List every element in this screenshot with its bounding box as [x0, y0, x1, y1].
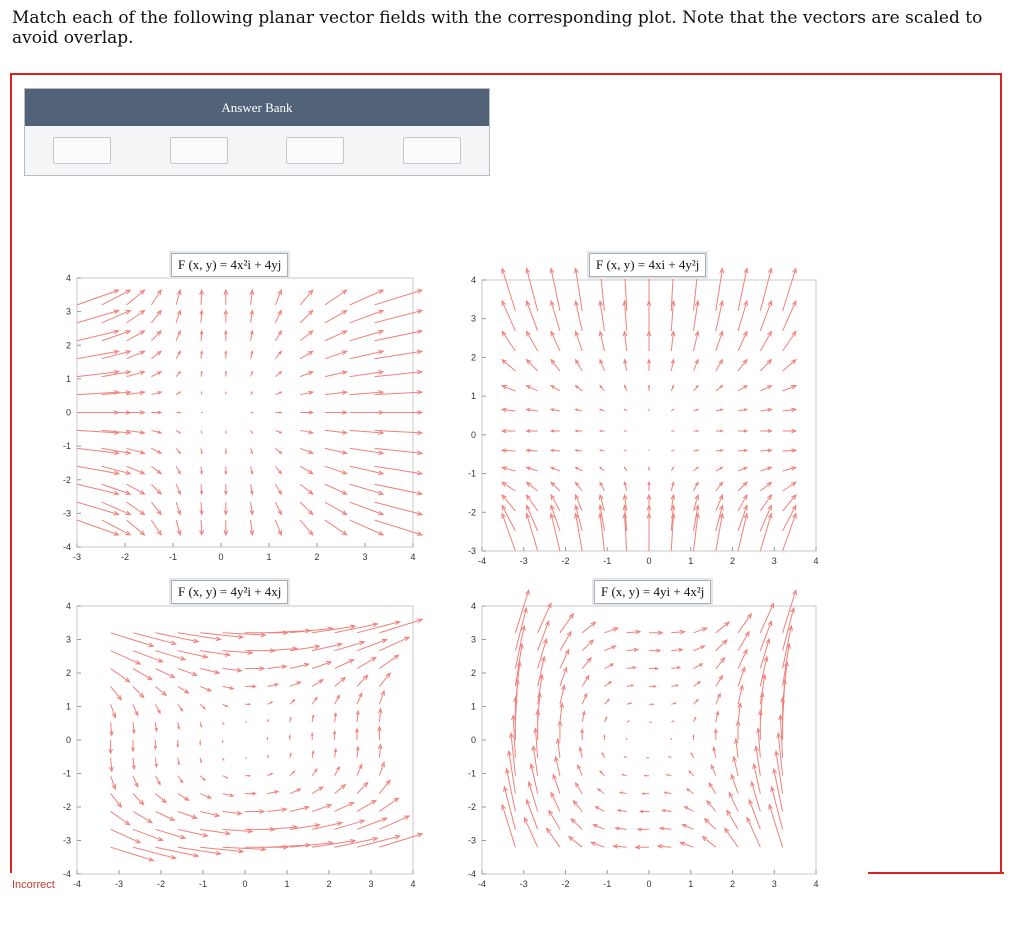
vector-arrow: [225, 392, 226, 394]
y-tick-label: -3: [467, 835, 476, 846]
x-tick-label: 1: [688, 879, 694, 889]
y-tick-label: -1: [62, 768, 71, 779]
field-label-4[interactable]: F (x, y) = 4yi + 4x²j: [594, 580, 711, 604]
x-tick-label: -1: [198, 879, 208, 889]
vector-arrow: [222, 740, 223, 742]
vector-arrow: [176, 412, 180, 413]
plot-bottom-left: [63, 601, 422, 889]
x-tick-label: -2: [156, 879, 166, 889]
x-tick-label: 0: [646, 556, 652, 566]
x-tick-label: 3: [771, 556, 777, 566]
x-tick-label: 4: [410, 552, 416, 562]
y-tick-label: -1: [467, 468, 476, 479]
vector-arrow: [267, 738, 268, 740]
vector-arrow: [645, 775, 649, 776]
vector-arrow: [245, 704, 250, 705]
y-tick-label: 3: [470, 313, 476, 324]
vector-arrow: [649, 722, 651, 723]
x-tick-label: -2: [561, 879, 570, 889]
answer-bank-title: Answer Bank: [25, 89, 489, 126]
y-tick-label: -2: [62, 474, 71, 485]
x-tick-label: 1: [266, 552, 272, 562]
y-tick-label: 2: [470, 352, 476, 363]
x-tick-label: -4: [477, 556, 487, 566]
vector-arrow: [604, 735, 605, 740]
vector-arrow: [693, 735, 694, 740]
field-label-1[interactable]: F (x, y) = 4x²i + 4yj: [171, 253, 288, 277]
x-tick-label: 2: [729, 556, 736, 566]
y-tick-label: -1: [467, 768, 476, 779]
y-tick-label: 1: [65, 373, 71, 384]
y-tick-label: 3: [65, 306, 71, 317]
y-tick-label: 3: [470, 634, 476, 645]
y-tick-label: -4: [62, 542, 71, 552]
plot-top-left: [63, 273, 422, 562]
vector-arrow: [289, 736, 290, 740]
plot-axes-box: [77, 606, 413, 874]
x-tick-label: -4: [72, 879, 82, 889]
x-tick-label: -2: [561, 556, 570, 566]
y-tick-label: 1: [470, 701, 476, 712]
x-tick-label: 2: [314, 552, 320, 562]
field-label-3[interactable]: F (x, y) = 4y²i + 4xj: [171, 580, 288, 604]
x-tick-label: 0: [242, 879, 248, 889]
x-tick-label: 3: [771, 879, 777, 889]
vector-arrow: [647, 758, 649, 759]
x-tick-label: -1: [603, 879, 612, 889]
x-tick-label: 1: [284, 879, 290, 889]
x-tick-label: -3: [114, 879, 124, 889]
x-tick-label: 4: [813, 879, 819, 889]
y-tick-label: -2: [62, 802, 71, 812]
y-tick-label: -2: [467, 507, 476, 518]
y-tick-label: -3: [62, 835, 71, 846]
y-tick-label: 4: [470, 601, 476, 611]
vector-arrow: [225, 430, 226, 432]
vector-arrow: [625, 431, 627, 432]
vector-arrow: [600, 430, 604, 431]
vector-arrow: [649, 467, 650, 471]
y-tick-label: 2: [470, 668, 476, 678]
y-tick-label: 4: [470, 275, 476, 285]
field-label-2[interactable]: F (x, y) = 4xi + 4y²j: [589, 253, 706, 277]
x-tick-label: -1: [603, 556, 612, 566]
x-tick-label: -3: [72, 552, 82, 562]
x-tick-label: 2: [729, 879, 736, 889]
plot-top-right: [468, 268, 819, 566]
vector-arrow: [671, 431, 673, 432]
vector-arrow: [225, 372, 226, 377]
y-tick-label: 0: [65, 407, 71, 418]
x-tick-label: -2: [120, 552, 130, 562]
x-tick-label: -3: [519, 879, 528, 889]
vector-arrow: [649, 704, 653, 705]
y-tick-label: -4: [62, 869, 71, 879]
plot-bottom-right: [468, 590, 819, 889]
y-tick-label: 0: [470, 735, 476, 745]
x-tick-label: -3: [519, 556, 528, 566]
y-tick-label: 3: [65, 634, 71, 645]
y-tick-label: 0: [470, 429, 476, 440]
y-tick-label: -4: [467, 869, 476, 879]
x-tick-label: 4: [813, 556, 819, 566]
y-tick-label: 4: [65, 601, 71, 611]
y-tick-label: 2: [65, 668, 71, 678]
vector-arrow: [225, 448, 226, 453]
x-tick-label: -1: [168, 552, 178, 562]
vector-arrow: [245, 775, 250, 776]
x-tick-label: 2: [326, 879, 332, 889]
vector-arrow: [694, 430, 698, 431]
y-tick-label: 1: [470, 391, 476, 402]
y-tick-label: -1: [62, 441, 71, 452]
y-tick-label: -2: [467, 802, 476, 812]
x-tick-label: -4: [477, 879, 487, 889]
x-tick-label: 0: [218, 552, 224, 562]
y-tick-label: 4: [65, 273, 71, 283]
y-tick-label: 2: [65, 340, 71, 351]
x-tick-label: 1: [688, 556, 694, 566]
y-tick-label: -3: [467, 546, 476, 556]
vector-arrow: [200, 740, 201, 744]
x-tick-label: 3: [368, 879, 374, 889]
instructions: Match each of the following planar vector fields with the corresponding plot. Note that the vectors are scaled to avoid overlap.: [12, 8, 983, 48]
x-tick-label: 4: [410, 879, 416, 889]
y-tick-label: -3: [62, 508, 71, 519]
x-tick-label: 3: [362, 552, 368, 562]
y-tick-label: 0: [65, 735, 71, 745]
y-tick-label: 1: [65, 701, 71, 712]
x-tick-label: 0: [646, 879, 652, 889]
status-text: Incorrect: [12, 879, 55, 891]
